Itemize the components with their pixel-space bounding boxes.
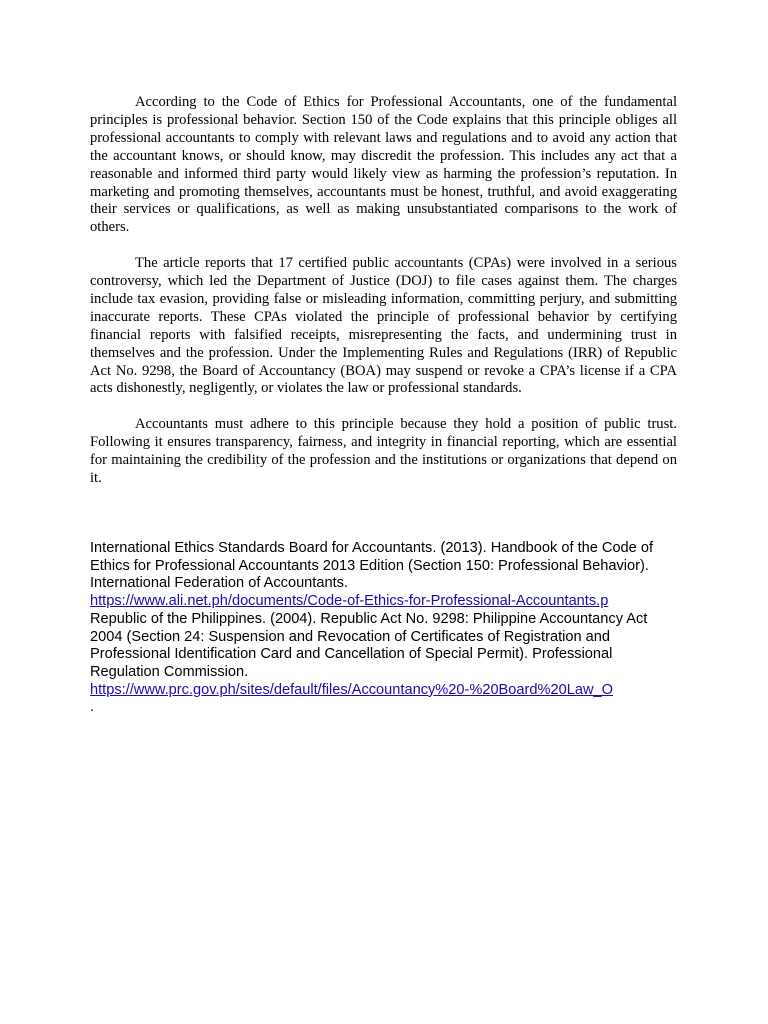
paragraph-article-report: The article reports that 17 certified public accountants (CPAs) were involved in a serious controversy, which led the Department of Justice (DOJ) to file cases against them. The charges include tax evasion, providing false or misleading information, committing perjury, and submitting inaccurate reports. These CPAs violated the principle of professional behavior by certifying financial reports with falsified receipts, misrepresenting the facts, and undermining trust in themselves and the profession. Under the Implementing Rules and Regulations (IRR) of Republic Act No. 9298, the Board of Accountancy (BOA) may suspend or revoke a CPA’s license if a CPA acts dishonestly, negligently, or violates the law or professional standards. [90, 255, 677, 397]
reference-ethics-code [90, 540, 677, 611]
reference-link[interactable]: https://www.ali.net.ph/documents/Code-of-Ethics-for-Professional-Accountants.p [90, 593, 609, 610]
reference-citation: Republic of the Philippines. (2004). Republic Act No. 9298: Philippine Accountancy Act 2004 (Section 24: Suspension and Revocation of Certificates of Registration and Professional Identification Card and Cancellation of Special Permit). Professional Regulation Commission. [90, 610, 648, 680]
reference-citation: International Ethics Standards Board for Accountants. (2013). Handbook of the Code of Ethics for Professional Accountants 2013 Edition (Section 150: Professional Behavior). International Federation of Accountants. [90, 540, 654, 592]
references-list [90, 540, 677, 717]
trailing-period: . [90, 699, 95, 716]
essay-body [90, 94, 677, 506]
paragraph-public-trust: Accountants must adhere to this principle because they hold a position of public trust. Following it ensures transparency, fairness, and integrity in financial reporting, which are essential for maintaining the credibility of the profession and the institutions or organizations that depend on it. [90, 416, 677, 486]
paragraph-professional-behavior: According to the Code of Ethics for Professional Accountants, one of the fundamental principles is professional behavior. Section 150 of the Code explains that this principle obliges all professional accountants to comply with relevant laws and regulations and to avoid any action that the accountant knows, or should know, may discredit the profession. This includes any act that a reasonable and informed third party would likely view as harming the profession’s reputation. In marketing and promoting themselves, accountants must be honest, truthful, and avoid exaggerating their services or qualifications, as well as making unsubstantiated comparisons to the work of others. [90, 94, 677, 236]
reference-accountancy-act [90, 611, 677, 700]
reference-link[interactable]: https://www.prc.gov.ph/sites/default/files/Accountancy%20-%20Board%20Law_O [90, 681, 613, 698]
